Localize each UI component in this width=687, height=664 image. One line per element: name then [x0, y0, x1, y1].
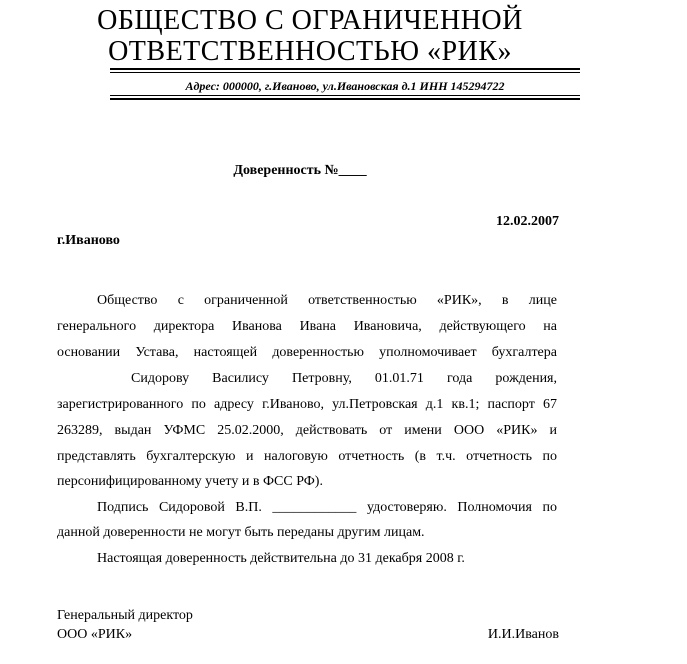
header-rule: [110, 72, 580, 73]
header-rule: [110, 98, 580, 100]
body-text-line: зарегистрированного по адресу г.Иваново, ул.Петровская д.1 кв.1; паспорт 67: [57, 397, 557, 412]
signatory-organization: ООО «РИК»: [57, 627, 133, 642]
body-text-line: Сидорову Василису Петровну, 01.01.71 года рождения,: [131, 371, 557, 386]
body-text-line: основании Устава, настоящей доверенностью уполномочивает бухгалтера: [57, 345, 557, 360]
body-text-line: Общество с ограниченной ответственностью «РИК», в лице: [97, 293, 557, 308]
company-name-line-2: ОТВЕТСТВЕННОСТЬЮ «РИК»: [108, 36, 512, 67]
body-text-line: Подпись Сидоровой В.П. ____________ удостоверяю. Полномочия по: [97, 500, 557, 515]
document-city: г.Иваново: [57, 233, 120, 248]
body-text-line: Настоящая доверенность действительна до 31 декабря 2008 г.: [97, 551, 465, 566]
company-address: Адрес: 000000, г.Иваново, ул.Ивановская д.1 ИНН 145294722: [185, 79, 505, 93]
header-rule: [110, 68, 580, 70]
body-text-line: генерального директора Иванова Ивана Ивановича, действующего на: [57, 319, 557, 334]
document-date: 12.02.2007: [496, 214, 559, 229]
signatory-title: Генеральный директор: [57, 608, 193, 623]
body-text-line: персонифицированному учету и в ФСС РФ).: [57, 474, 323, 489]
signatory-name: И.И.Иванов: [487, 627, 559, 642]
body-text-line: данной доверенности не могут быть переданы другим лицам.: [57, 525, 425, 540]
company-name-line-1: ОБЩЕСТВО С ОГРАНИЧЕННОЙ: [97, 5, 523, 36]
body-text-line: представлять бухгалтерскую и налоговую отчетность (в т.ч. отчетность по: [57, 449, 557, 464]
header-rule: [110, 95, 580, 96]
body-text-line: 263289, выдан УФМС 25.02.2000, действовать от имени ООО «РИК» и: [57, 423, 557, 438]
document-title: Доверенность №____: [233, 163, 367, 178]
